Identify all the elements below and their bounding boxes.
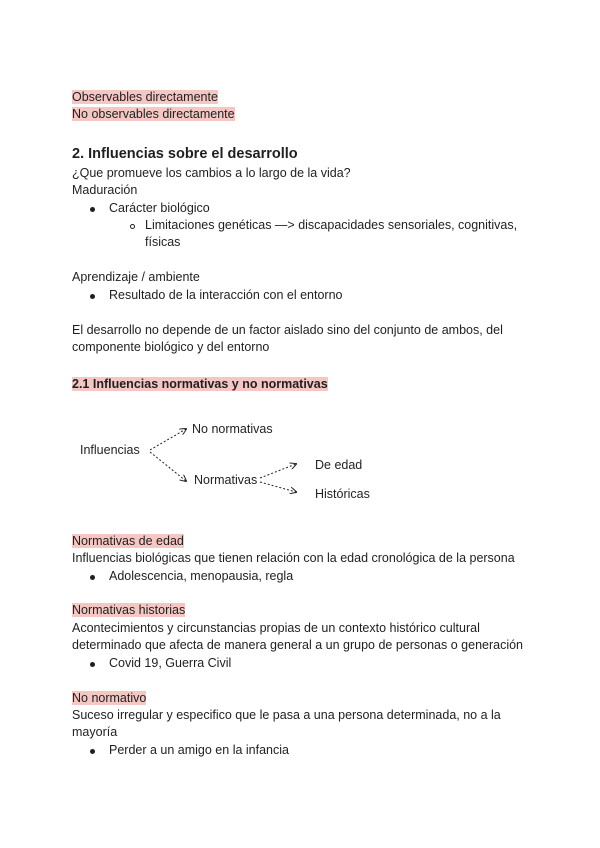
no-normativo-desc-2: mayoría [72,725,118,739]
arrow-normativas [150,452,186,481]
diagram-de-edad: De edad [315,458,363,472]
no-normativo-heading: No normativo [72,691,147,705]
arrow-de-edad [260,464,296,478]
normativas-historias-example: Covid 19, Guerra Civil [109,656,232,670]
normativas-historias-desc-1: Acontecimientos y circunstancias propias de un contexto histórico cultural [72,621,480,635]
diagram-historicas: Históricas [315,487,370,501]
diagram-root: Influencias [80,443,140,457]
section-title: 2. Influencias sobre el desarrollo [72,146,298,162]
highlight-not-observable: No observables directamente [72,107,235,121]
bullet-icon [90,207,95,212]
conclusion-line-1: El desarrollo no depende de un factor aislado sino del conjunto de ambos, del [72,323,503,337]
normativas-edad-desc: Influencias biológicas que tienen relación con la edad cronológica de la persona [72,551,515,565]
influences-diagram [72,412,392,512]
question-text: ¿Que promueve los cambios a lo largo de la vida? [72,166,351,180]
subsection-title: 2.1 Influencias normativas y no normativas [72,377,328,391]
no-normativo-desc-1: Suceso irregular y especifico que le pasa a una persona determinada, no a la [72,708,501,722]
no-normativo-example: Perder a un amigo en la infancia [109,743,289,757]
bullet-caracter: Carácter biológico [109,201,210,215]
bullet-icon [90,575,95,580]
bullet-icon [90,662,95,667]
aprendizaje-label: Aprendizaje / ambiente [72,270,200,284]
conclusion-line-2: componente biológico y del entorno [72,340,270,354]
diagram-no-normativas: No normativas [192,422,273,436]
normativas-historias-desc-2: determinado que afecta de manera general a un grupo de personas o generación [72,638,524,652]
highlight-observable: Observables directamente [72,90,218,104]
arrow-no-normativas [150,429,186,450]
diagram-normativas: Normativas [194,473,258,487]
normativas-edad-heading: Normativas de edad [72,534,184,548]
sub-bullet-limitaciones: Limitaciones genéticas —> discapacidades sensoriales, cognitivas, [145,218,518,232]
normativas-edad-example: Adolescencia, menopausia, regla [109,569,294,583]
arrow-historicas [260,482,296,492]
bullet-icon [90,749,95,754]
sub-bullet-icon [130,224,135,229]
bullet-resultado: Resultado de la interacción con el entorno [109,288,343,302]
maduracion-label: Maduración [72,183,138,197]
sub-bullet-limitaciones-cont: físicas [145,235,181,249]
normativas-historias-heading: Normativas historias [72,603,186,617]
bullet-icon [90,294,95,299]
